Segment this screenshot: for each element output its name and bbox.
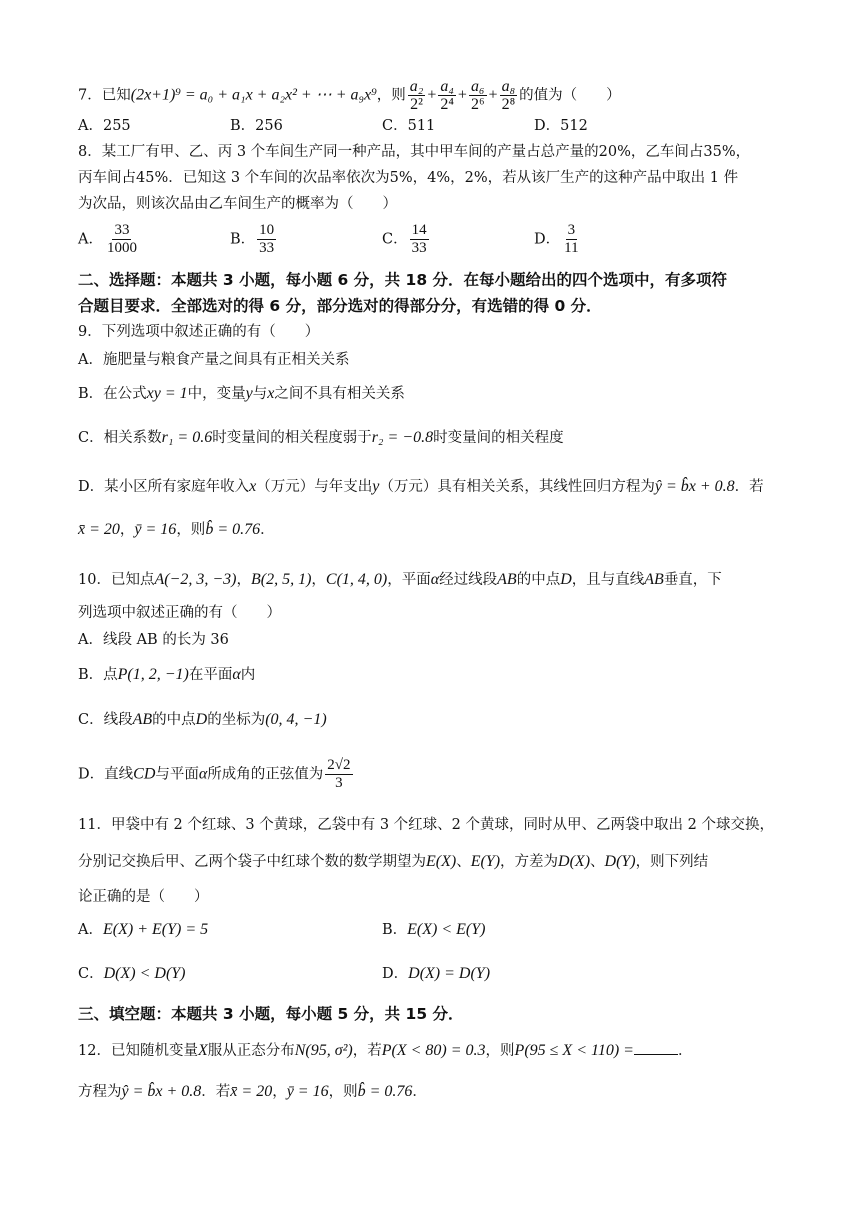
q7-frac-2: $\frac{\text{a₄}}{\text{2⁴}}$ (440, 78, 454, 113)
q10-option-d[interactable]: D．直线CD与平面α所成角的正弦值为 $\frac{2√2}{3}$ (78, 757, 351, 791)
q7-option-c[interactable]: C．511 (382, 118, 436, 134)
q8-option-c[interactable]: C． $\frac{14}{33}$ (382, 222, 427, 256)
q9-option-b[interactable]: B．在公式xy = 1中，变量y与x之间不具有相关关系 (78, 385, 405, 402)
q10-option-b[interactable]: B．点P(1, 2, −1)在平面α内 (78, 666, 256, 683)
q8-option-a[interactable]: A． $\frac{33}{1000}$ (78, 222, 137, 256)
q7-option-d[interactable]: D．512 (534, 118, 588, 134)
q11-stem-line-1: 11．甲袋中有 2 个红球、3 个黄球，乙袋中有 3 个红球、2 个黄球，同时从甲、乙两袋中取出 2 个球交换， (78, 817, 774, 833)
q9-option-d[interactable]: D．某小区所有家庭年收入x（万元）与年支出y（万元）具有相关关系，其线性回归方程为ŷ = b̂x + 0.8．若 (78, 478, 764, 495)
q12-answer-blank[interactable] (634, 1040, 678, 1055)
q10-stem-line-1: 10．已知点A(−2, 3, −3)，B(2, 5, 1)，C(1, 4, 0)，平面α经过线段AB的中点D，且与直线AB垂直，下 (78, 571, 722, 588)
q11-option-b[interactable]: B．E(X) < E(Y) (382, 921, 486, 938)
q11-stem-line-3: 论正确的是（ ） (78, 889, 209, 905)
trailing-fragment: 方程为ŷ = b̂x + 0.8．若x̄ = 20，ȳ = 16，则b̂ = 0.76． (78, 1083, 427, 1100)
section-3-heading: 三、填空题：本题共 3 小题，每小题 5 分，共 15 分． (78, 1005, 464, 1023)
q7-frac-4: $\frac{\text{a₈}}{\text{2⁸}}$ (501, 78, 516, 113)
q7-suffix: 的值为（ ） (519, 87, 621, 104)
q11-option-c[interactable]: C．D(X) < D(Y) (78, 965, 186, 982)
q8-option-d[interactable]: D． $\frac{3}{11}$ (534, 222, 579, 256)
q10-d-fraction: $\frac{2√2}{3}$ (327, 757, 351, 791)
q10-stem-line-2: 列选项中叙述正确的有（ ） (78, 605, 281, 621)
q11-option-d[interactable]: D．D(X) = D(Y) (382, 965, 491, 982)
q9-stem: 9．下列选项中叙述正确的有（ ） (78, 324, 320, 340)
q11-option-a[interactable]: A．E(X) + E(Y) = 5 (78, 921, 209, 938)
q9-option-a[interactable]: A．施肥量与粮食产量之间具有正相关关系 (78, 352, 350, 368)
q11-stem-line-2: 分别记交换后甲、乙两个袋子中红球个数的数学期望为E(X)、E(Y)，方差为D(X)、D(Y)，则下列结 (78, 853, 709, 870)
section-2-heading-line-2: 合题目要求．全部选对的得 6 分，部分选对的得部分分，有选错的得 0 分． (78, 297, 602, 315)
question-7-stem: 7．已知(2x+1)⁹ = a₀ + a₁x + a₂x² + ⋯ + a₉x⁹，则 $\frac{\text{a₂}}{\text{2²}}$ + $\frac{\text{a₄}}{\text{2⁴}}$ + $\frac{\text{a₆}}{\text{2⁶}}$ + $\frac{\text{a₈}}{\text{2⁸}}$ 的值为（ ） (78, 78, 621, 113)
q7-frac-3: $\frac{\text{a₆}}{\text{2⁶}}$ (470, 78, 485, 113)
q8-line-2: 丙车间占45%．已知这 3 个车间的次品率依次为5%，4%，2%，若从该厂生产的这种产品中取出 1 件 (78, 170, 739, 186)
q7-mid: ，则 (376, 87, 406, 104)
q7-option-a[interactable]: A．255 (78, 118, 131, 134)
q12-stem: 12．已知随机变量X服从正态分布N(95, σ²)，若P(X < 80) = 0.3，则P(95 ≤ X < 110) = ． (78, 1042, 693, 1059)
q7-prefix: 7．已知 (78, 87, 131, 104)
q8-line-3: 为次品，则该次品由乙车间生产的概率为（ ） (78, 196, 397, 212)
q9-option-c[interactable]: C．相关系数r₁ = 0.6时变量间的相关程度弱于r₂ = −0.8时变量间的相关程度 (78, 429, 564, 446)
q10-option-c[interactable]: C．线段AB的中点D的坐标为(0, 4, −1) (78, 711, 327, 728)
q9-option-d-continued: x̄ = 20，ȳ = 16，则b̂ = 0.76． (78, 521, 275, 538)
q7-option-b[interactable]: B．256 (230, 118, 283, 134)
section-2-heading-line-1: 二、选择题：本题共 3 小题，每小题 6 分，共 18 分．在每小题给出的四个选项中，有多项符 (78, 271, 728, 289)
q7-frac-1: $\frac{\text{a₂}}{\text{2²}}$ (409, 78, 424, 113)
q7-expression: (2x+1)⁹ = a₀ + a₁x + a₂x² + ⋯ + a₉x⁹ (130, 86, 377, 104)
q10-option-a[interactable]: A．线段 AB 的长为 36 (78, 632, 229, 648)
q8-line-1: 8．某工厂有甲、乙、丙 3 个车间生产同一种产品，其中甲车间的产量占总产量的20%，乙车间占35%， (78, 144, 751, 160)
q8-option-b[interactable]: B． $\frac{10}{33}$ (230, 222, 275, 256)
